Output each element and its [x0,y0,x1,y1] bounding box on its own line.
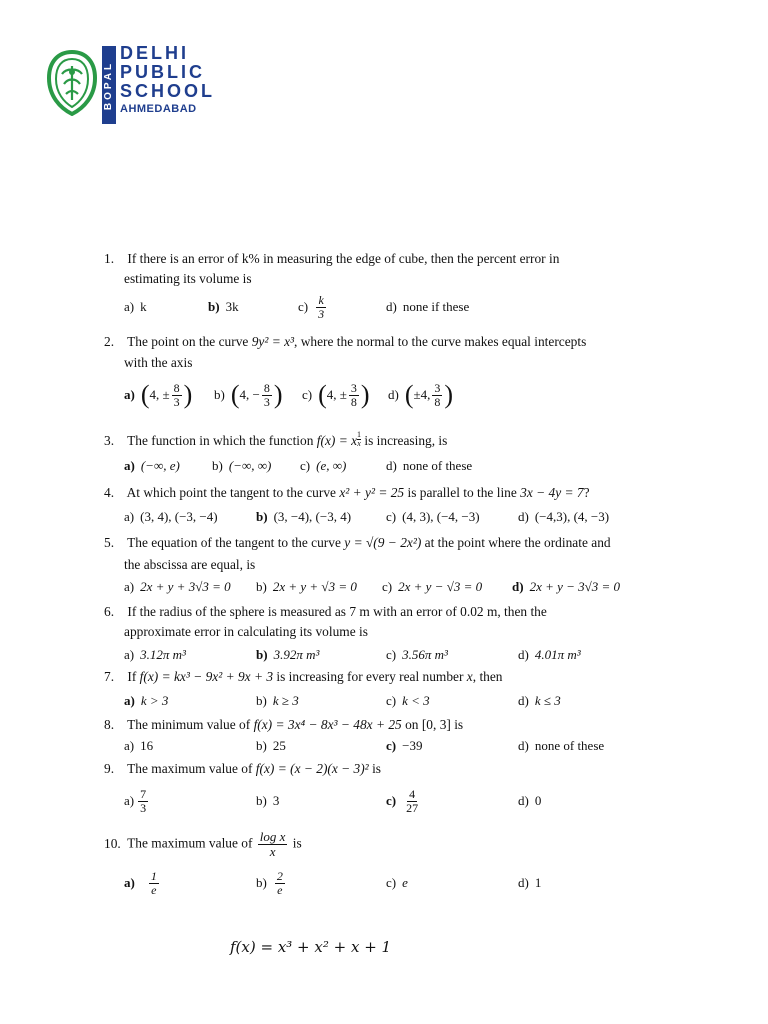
question-9: 9. The maximum value of f(x) = (x − 2)(x − 3)² is [104,761,381,776]
option-a: a) 3.12π m³ [124,647,186,662]
question-4: 4. At which point the tangent to the curve x² + y² = 25 is parallel to the line 3x − 4y = 7? [104,485,590,500]
option-c: c) 2x + y − √3 = 0 [382,579,483,594]
fraction: $\frac{\text{log x}}{x}$ [259,829,286,859]
option-a: a) (−∞, e) [124,458,180,473]
question-1 [104,248,559,270]
question-5: 5. The equation of the tangent to the curve y = √(9 − 2x²) at the point where the ordinate and [104,535,611,550]
bopal-vertical-bar [102,46,116,124]
option-b: b) $\frac{2}{e}$ [256,868,283,897]
option-d: d) 2x + y − 3√3 = 0 [512,579,621,594]
option-b: b) 2x + y + √3 = 0 [256,579,357,594]
option-c: c) $\frac{k}{3}$ [298,292,325,321]
school-city: AHMEDABAD [120,103,197,115]
school-name [120,44,215,117]
option-a: a) ( 4, ± $\frac{8}{3}$ ) [124,380,193,409]
question-5-line2: the abscissa are equal, is [124,557,256,572]
question-6-line2: approximate error in calculating its volume is [124,624,368,639]
school-word-delhi: DELHI [120,43,189,63]
school-word-school: SCHOOL [120,81,216,101]
option-d: d) k ≤ 3 [518,693,561,708]
option-d: d) ( ±4, $\frac{3}{8}$ ) [388,380,454,409]
option-d: d) 1 [518,875,542,890]
option-c: c) −39 [386,738,423,753]
question-6: 6. If the radius of the sphere is measured as 7 m with an error of 0.02 m, then the [104,604,547,619]
school-logo [46,42,216,122]
question-1-line2 [104,268,252,290]
option-c: c) (e, ∞) [300,458,347,473]
question-2-line2: with the axis [124,355,193,370]
bopal-text: BOPAL [103,60,115,110]
option-b: b) ( 4, − $\frac{8}{3}$ ) [214,380,283,409]
question-10: 10. The maximum value of $\frac{\text{log x}}{x}$ is [104,829,302,859]
option-d: d) (−4,3), (4, −3) [518,509,610,524]
question-8: 8. The minimum value of f(x) = 3x⁴ − 8x³ − 48x + 25 on [0, 3] is [104,717,464,732]
option-d: d) none of these [386,458,473,473]
question-text: estimating its volume is [124,271,252,286]
option-c: c) e [386,875,408,890]
option-a: a) k [124,299,147,314]
option-c: c) ( 4, ± $\frac{3}{8}$ ) [302,380,370,409]
option-a: a) k > 3 [124,693,169,708]
option-d: d) none if these [386,299,470,314]
option-b: b) (−∞, ∞) [212,458,272,473]
option-c: c) (4, 3), (−4, −3) [386,509,480,524]
option-a: a) $\frac{7}{3}$ [124,786,147,815]
question-7: 7. If f(x) = kx³ − 9x² + 9x + 3 is increasing for every real number x, then [104,669,503,684]
math-expression: f(x) = x [316,433,358,448]
school-emblem-icon [46,50,98,116]
question-text: If there is an error of k% in measuring the edge of cube, then the percent error in [127,251,560,266]
math-expression: 9y² = x³ [251,334,295,349]
option-b: b) 25 [256,738,286,753]
question-3: 3. The function in which the function f(x) = x $^{\frac{1}{x}}$ is increasing, is [104,430,448,448]
option-d: d) 4.01π m³ [518,647,581,662]
fraction: $\frac{k}{3}$ [318,292,325,321]
option-d: d) 0 [518,793,542,808]
option-b: b) 3k [208,299,239,314]
option-b: b) k ≥ 3 [256,693,299,708]
option-c: c) k < 3 [386,693,430,708]
option-b: b) 3 [256,793,280,808]
option-a: a) 2x + y + 3√3 = 0 [124,579,231,594]
question-2: 2. The point on the curve 9y² = x³, where the normal to the curve makes equal intercepts [104,334,587,349]
option-a: a) 16 [124,738,154,753]
option-d: d) none of these [518,738,605,753]
option-b: b) (3, −4), (−3, 4) [256,509,352,524]
option-b: b) 3.92π m³ [256,647,320,662]
footer-expression: f(x) = x³ + x² + x + 1 [230,938,392,956]
question-number: 1. [104,251,115,266]
option-c: c) 3.56π m³ [386,647,448,662]
option-a: a) (3, 4), (−3, −4) [124,509,218,524]
option-a: a) $\frac{1}{e}$ [124,868,157,897]
option-c: c) $\frac{4}{27}$ [386,786,419,815]
school-word-public: PUBLIC [120,62,205,82]
